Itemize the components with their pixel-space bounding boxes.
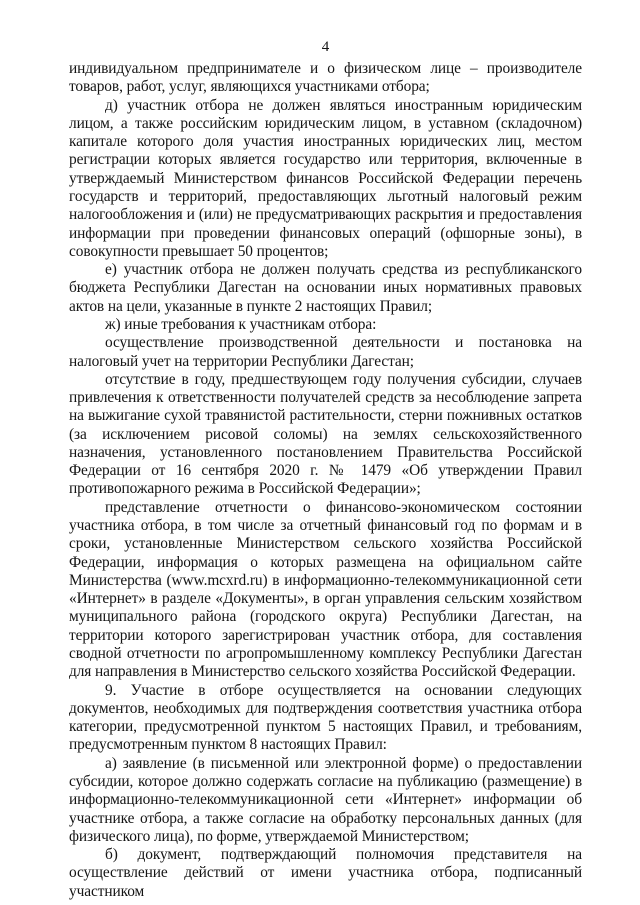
paragraph-production-activity: осуществление производственной деятельности и постановка на налоговый учет на территории Республики Дагестан; — [69, 334, 582, 370]
paragraph-section-9: 9. Участие в отборе осуществляется на основании следующих документов, необходимых для подтверждения соответствия участника отбора категории, предусмотренной пунктом 5 настоящих Правил, и требованиям, предусмотренным пунктом 8 настоящих Правил: — [69, 681, 582, 754]
paragraph-item-d: д) участник отбора не должен являться иностранным юридическим лицом, а также российским юридическим лицом, в уставном (складочном) капитале которого доля участия иностранных юридических лиц, местом регистрации которых является государство или территория, включенные в утверждаемый Министерством финансов Российской Федерации перечень государств и территорий, предоставляющих льготный налоговый режим налогообложения и (или) не предусматривающих раскрытия и предоставления информации при проведении финансовых операций (офшорные зоны), в совокупности превышает 50 процентов; — [69, 96, 582, 260]
paragraph-item-b: б) документ, подтверждающий полномочия представителя на осуществление действий от имени участника отбора, подписанный участником — [69, 846, 582, 900]
paragraph-no-burning-violations: отсутствие в году, предшествующем году получения субсидии, случаев привлечения к ответственности получателей средств за несоблюдение запрета на выжигание сухой травянистой растительности, стерни пожнивных остатков (за исключением рисовой соломы) на землях сельскохозяйственного назначения, установленного постановлением Правительства Российской Федерации от 16 сентября 2020 г. № 1479 «Об утверждении Правил противопожарного режима в Российской Федерации»; — [69, 370, 582, 498]
paragraph-item-e: е) участник отбора не должен получать средства из республиканского бюджета Республики Дагестан на основании иных нормативных правовых актов на цели, указанные в пункте 2 настоящих Правил; — [69, 261, 582, 315]
paragraph-item-a: а) заявление (в письменной или электронной форме) о предоставлении субсидии, которое должно содержать согласие на публикацию (размещение) в информационно-телекоммуникационной сети «Интернет» информации об участнике отбора, а также согласие на обработку персональных данных (для физического лица), по форме, утверждаемой Министерством; — [69, 754, 582, 845]
document-body — [69, 60, 582, 901]
paragraph-intro-continuation: индивидуальном предпринимателе и о физическом лице – производителе товаров, работ, услуг, являющихся участниками отбора; — [69, 60, 582, 96]
paragraph-reporting: представление отчетности о финансово-экономическом состоянии участника отбора, в том числе за отчетный финансовый год по формам и в сроки, установленные Министерством сельского хозяйства Российской Федерации, информация о которых размещена на официальном сайте Министерства (www.mcxrd.ru) в информационно-телекоммуникационной сети «Интернет» в разделе «Документы», в орган управления сельским хозяйством муниципального района (городского округа) Республики Дагестан, на территории которого зарегистрирован участник отбора, для составления сводной отчетности по агропромышленному комплексу Республики Дагестан для направления в Министерство сельского хозяйства Российской Федерации. — [69, 498, 582, 681]
page-number: 4 — [321, 39, 330, 55]
paragraph-item-zh: ж) иные требования к участникам отбора: — [105, 315, 377, 333]
